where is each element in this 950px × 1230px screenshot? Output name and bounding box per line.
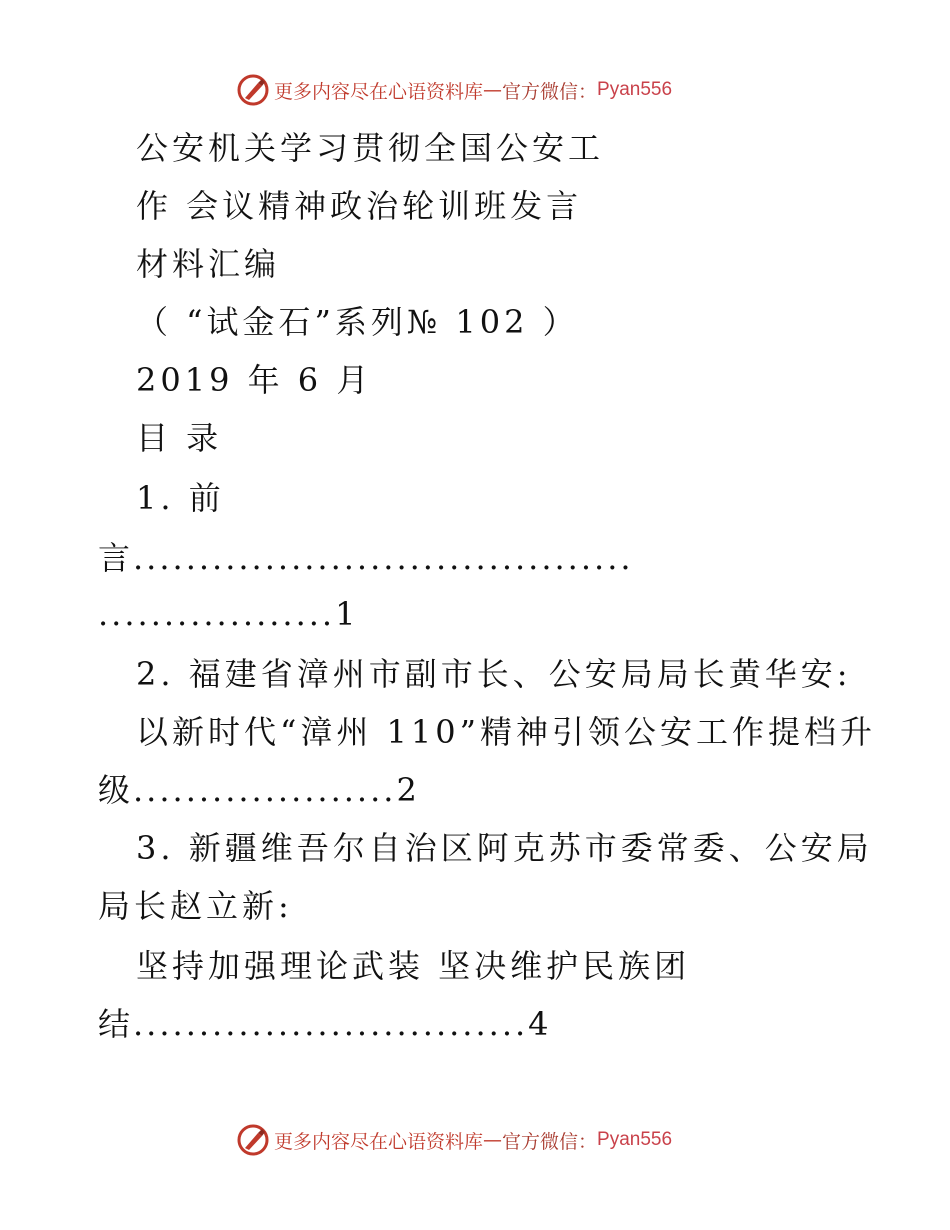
doc-series: （ “试金石”系列№ 102 ） — [136, 303, 579, 341]
doc-date: 2019 年 6 月 — [136, 361, 373, 399]
doc-title-line-1: 公安机关学习贯彻全国公安工 — [136, 129, 605, 167]
toc-item-3-line-1: 3. 新疆维吾尔自治区阿克苏市委常委、公安局 — [136, 829, 873, 867]
toc-item-2-line-1: 2. 福建省漳州市副市长、公安局局长黄华安: — [136, 655, 852, 693]
watermark-text: 更多内容尽在心语资料库 — [274, 80, 484, 103]
toc-item-3-line-3: 坚持加强理论武装 坚决维护民族团 — [136, 947, 691, 985]
toc-item-2-line-2: 以新时代“漳州 110”精神引领公安工作提档升 — [136, 713, 876, 751]
toc-item-1-leader: 言...................................... — [98, 539, 634, 577]
doc-title-line-2: 作 会议精神政治轮训班发言 — [136, 187, 583, 225]
toc-item-1-page: ..................1 — [98, 595, 359, 633]
doc-title-line-3: 材料汇编 — [136, 245, 281, 283]
watermark-handle: Pyan556 — [597, 79, 673, 100]
pen-logo-icon — [236, 1123, 270, 1157]
toc-item-1-number: 1. 前 — [136, 479, 225, 517]
pen-logo-icon — [236, 73, 270, 107]
watermark-footer — [236, 1122, 672, 1158]
watermark-label: 官方微信： — [502, 80, 598, 103]
watermark-text: 更多内容尽在心语资料库 — [274, 1130, 484, 1153]
watermark-handle: Pyan556 — [597, 1129, 673, 1150]
toc-heading: 目 录 — [136, 419, 223, 457]
watermark-label: 官方微信： — [502, 1130, 598, 1153]
watermark-dash: — — [483, 79, 503, 101]
watermark-dash: — — [483, 1129, 503, 1151]
toc-item-2-line-3: 级....................2 — [98, 771, 420, 809]
watermark-header — [236, 72, 672, 108]
toc-item-3-line-2: 局长赵立新: — [98, 887, 293, 925]
toc-item-3-line-4: 结..............................4 — [98, 1005, 552, 1043]
